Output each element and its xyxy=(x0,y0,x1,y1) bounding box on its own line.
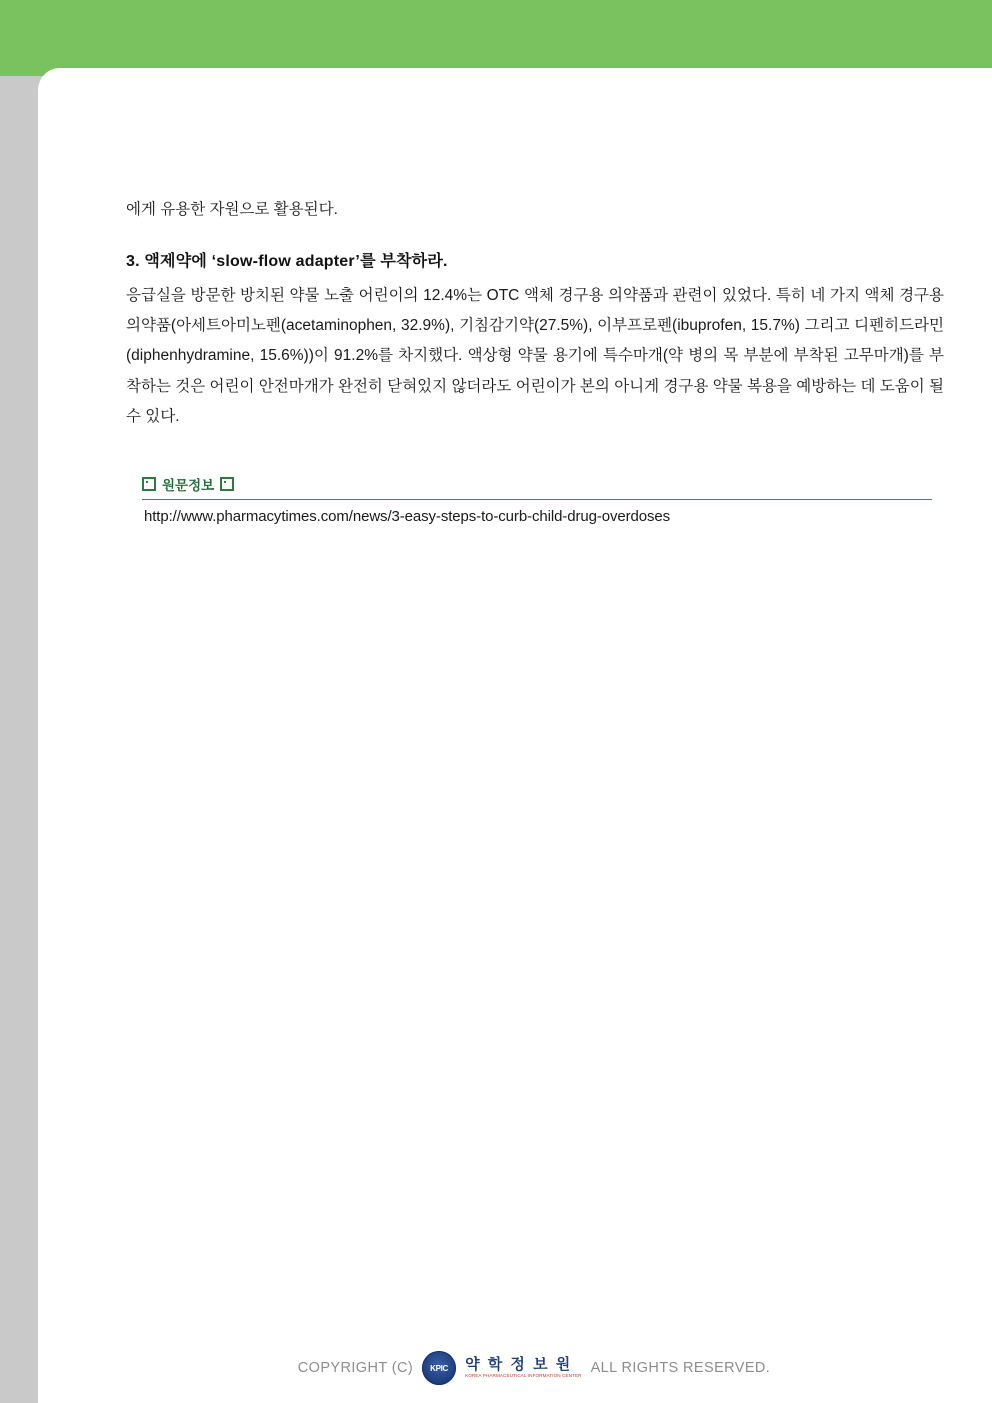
footer-copyright-right: ALL RIGHTS RESERVED. xyxy=(590,1360,771,1376)
kpic-seal-icon: KPIC xyxy=(422,1351,456,1385)
square-bullet-icon xyxy=(142,477,156,491)
kpic-logo-english: KOREA PHARMACEUTICAL INFORMATION CENTER xyxy=(465,1373,582,1379)
footer-copyright-left: COPYRIGHT (C) xyxy=(297,1360,414,1376)
source-label: 원문정보 xyxy=(162,478,215,494)
source-url[interactable]: http://www.pharmacytimes.com/news/3-easy-steps-to-curb-child-drug-overdoses xyxy=(144,508,671,526)
source-block xyxy=(126,474,944,525)
top-green-band xyxy=(0,0,992,76)
continued-paragraph: 에게 유용한 자원으로 활용된다. xyxy=(126,201,338,218)
section-heading: 3. 액제약에 ‘slow-flow adapter’를 부착하라. xyxy=(126,253,448,271)
section-body-paragraph: 응급실을 방문한 방치된 약물 노출 어린이의 12.4%는 OTC 액체 경구용 의약품과 관련이 있었다. 특히 네 가지 액체 경구용 의약품(아세트아미노펜(acetaminophen, 32.9%), 기침감기약(27.5%), 이부프로펜(ibuprofen, 15.7%) 그리고 디펜히드라민(diphenhydramine, 15.6%))이 91.2%를 차지했다. 액상형 약물 용기에 특수마개(약 병의 목 부분에 부착된 고무마개)를 부착하는 것은 어린이 안전마개가 완전히 닫혀있지 않더라도 어린이가 본의 아니게 경구용 약물 복용을 예방하는 데 도움이 될 수 있다. xyxy=(126,287,944,425)
source-header xyxy=(142,474,944,497)
kpic-logo-korean: 약 학 정 보 원 xyxy=(465,1355,573,1373)
square-bullet-icon-right xyxy=(220,477,234,491)
document-content xyxy=(126,198,944,525)
source-divider xyxy=(142,499,932,500)
page-footer xyxy=(38,1351,992,1385)
kpic-logo xyxy=(465,1357,581,1380)
page-sheet xyxy=(38,68,992,1403)
